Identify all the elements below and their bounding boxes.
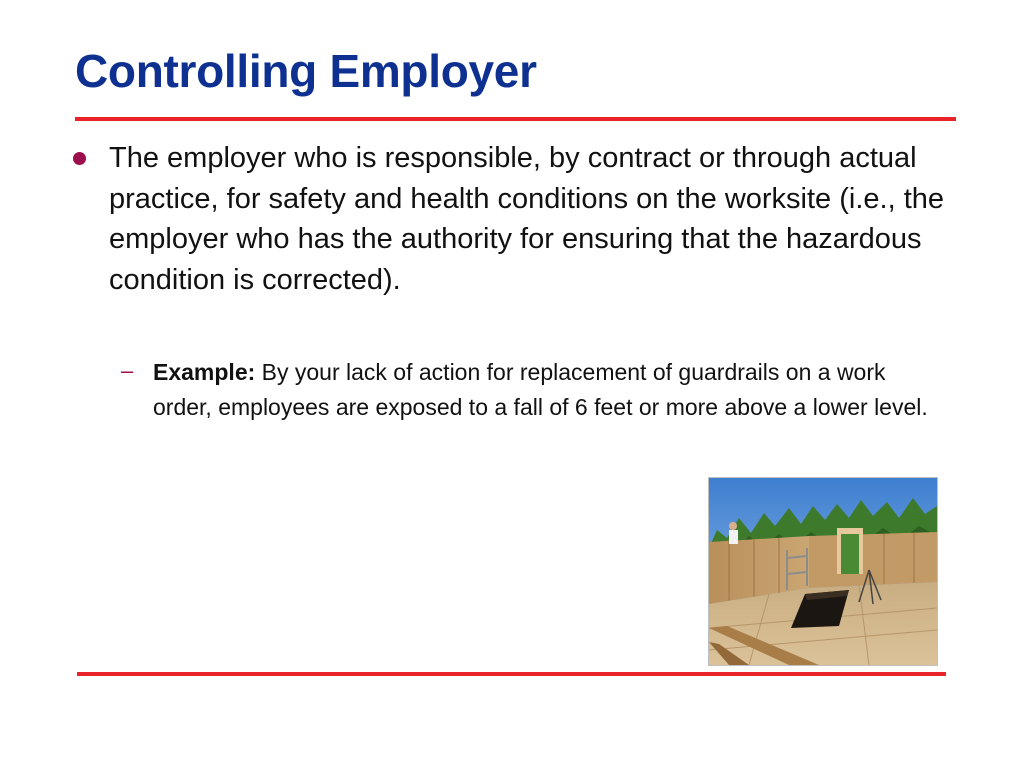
sub-bullet-dash: – — [121, 358, 134, 383]
title-divider — [75, 117, 956, 121]
example-body: By your lack of action for replacement of guardrails on a work order, employees are exposed to a fall of 6 feet or more above a lower level. — [153, 359, 928, 420]
slide-title: Controlling Employer — [75, 45, 537, 97]
example-label: Example: — [153, 359, 256, 385]
footer-divider — [77, 672, 946, 676]
construction-site-photo — [708, 477, 938, 666]
bullet-dot-icon — [73, 152, 86, 165]
main-bullet-text: The employer who is responsible, by contract or through actual practice, for safety and health conditions on the worksite (i.e., the employer who has the authority for ensuring that the hazardous condition is corrected). — [109, 142, 945, 296]
sub-bullet-text — [153, 355, 943, 424]
